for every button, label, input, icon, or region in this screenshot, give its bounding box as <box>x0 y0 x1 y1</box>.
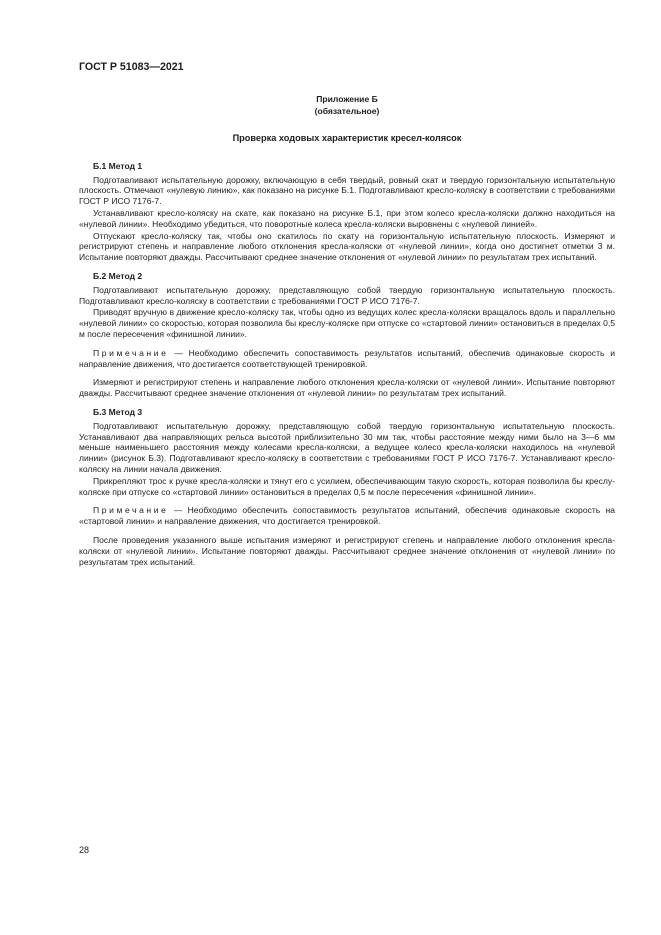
page-number: 28 <box>79 845 90 855</box>
method-3-paragraph-1: Подготавливают испытательную дорожку, представляющую собой твердую горизонтальную испытательную плоскость. Устанавливают два направляющих рельса высотой приблизительно 30 мм так, чтобы расстояние между ними было на 3—6 мм меньше наименьшего расстояния между колесами кресла-коляски, а ведущее колесо кресла-коляски находилось на «нулевой линии» (рисунок Б.3). Подготавливают кресло-коляску в соответствии с требованиями ГОСТ Р ИСО 7176-7. Устанавливают кресло-коляску на линии начала движения. <box>79 420 615 474</box>
method-2-section <box>79 271 615 399</box>
annex-heading: Проверка ходовых характеристик кресел-колясок <box>232 133 462 143</box>
method-3-paragraph-3: После проведения указанного выше испытания измеряют и регистрируют степень и направление любого отклонения кресла-коляски от «нулевой линии». Испытание повторяют дважды. Рассчитывают среднее значение отклонения от «нулевой линии» по результатам трех испытаний. <box>79 534 615 567</box>
document-code: ГОСТ Р 51083—2021 <box>79 61 184 73</box>
method-2-paragraph-3: Измеряют и регистрируют степень и направление любого отклонения кресла-коляски от «нулевой линии». Испытание повторяют дважды. Рассчитывают среднее значение отклонения от «нулевой линии» по результатам трех испытаний. <box>79 377 615 399</box>
method-2-paragraph-1: Подготавливают испытательную дорожку, представляющую собой твердую горизонтальную испытательную плоскость. Подготавливают кресло-коляску в соответствии с требованиями ГОСТ Р ИСО 7176-7. <box>79 284 615 306</box>
method-1-paragraph-3: Отпускают кресло-коляску так, чтобы оно скатилось по скату на горизонтальную испытательную плоскость. Измеряют и регистрируют степень и направление любого отклонения кресла-коляски от «нулевой линии», когда оно достигнет отметки 3 м. Испытание повторяют дважды. Рассчитывают среднее значение отклонения от «нулевой линии» по результатам трех испытаний. <box>79 230 615 263</box>
method-3-section <box>79 407 615 567</box>
method-3-paragraph-2: Прикрепляют трос к ручке кресла-коляски и тянут его с усилием, обеспечивающим такую скорость, которая позволила бы креслу-коляске при отпуске со «стартовой линии» остановиться в пределах 0,5 м после пересечения «финишной линии». <box>79 475 615 497</box>
method-1-paragraph-2: Устанавливают кресло-коляску на скате, как показано на рисунке Б.1, при этом колесо кресла-коляски должно находиться на «нулевой линии». Необходимо убедиться, что поворотные колеса кресла-коляски выровнены с «нулевой линией». <box>79 207 615 229</box>
method-2-note-label: Примечание <box>93 347 169 358</box>
method-3-note <box>79 505 615 527</box>
page-content <box>79 94 615 567</box>
method-2-note <box>79 348 615 370</box>
annex-title-block <box>79 94 615 117</box>
method-1-title: Б.1 Метод 1 <box>93 160 143 171</box>
method-3-note-label: Примечание <box>93 505 169 516</box>
method-1-paragraph-1: Подготавливают испытательную дорожку, включающую в себя твердый, ровный скат и твердую горизонтальную испытательную плоскость. Отмечают «нулевую линию», как показано на рисунке Б.1. Подготавливают кресло-коляску в соответствии с требованиями ГОСТ Р ИСО 7176-7. <box>79 174 615 207</box>
method-2-title: Б.2 Метод 2 <box>93 270 143 281</box>
method-2-note-text: — Необходимо обеспечить сопоставимость результатов испытаний, обеспечив одинаковые скорость и направление движения, что достигается соответствующей тренировкой. <box>79 347 615 369</box>
method-3-title: Б.3 Метод 3 <box>93 406 143 417</box>
method-2-paragraph-2: Приводят вручную в движение кресло-коляску так, чтобы одно из ведущих колес кресла-коляски вращалось вдоль и параллельно «нулевой линии» со скоростью, которая позволила бы креслу-коляске при отпуске со «стартовой линии» остановиться в пределах 0,5 м после пересечения «финишной линии». <box>79 307 615 339</box>
annex-label: Приложение Б <box>316 94 378 104</box>
annex-status: (обязательное) <box>314 105 380 116</box>
method-3-note-text: — Необходимо обеспечить сопоставимость результатов испытаний, обеспечив одинаковые скорость на «стартовой линии» и направление движения, что достигается тренировкой. <box>79 505 615 527</box>
method-1-section <box>79 161 615 263</box>
